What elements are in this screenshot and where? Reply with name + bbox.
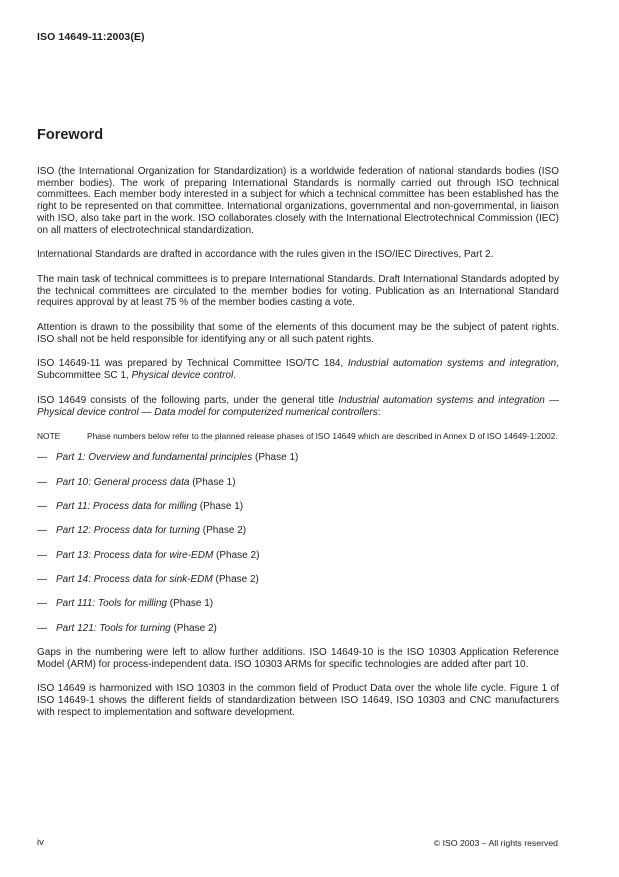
list-item-part-12: [37, 525, 559, 537]
italic-text-run: Part 111: Tools for milling: [56, 598, 167, 610]
text-run: , Subcommittee SC 1,: [37, 358, 559, 382]
list-item-text: [56, 598, 213, 609]
italic-text-run: Part 11: Process data for milling: [56, 501, 197, 513]
italic-text-run: Physical device control: [131, 370, 234, 382]
foreword-heading: Foreword: [37, 127, 104, 143]
list-dash: —: [37, 622, 47, 634]
list-dash: —: [37, 501, 47, 513]
italic-text-run: Part 10: General process data: [56, 476, 190, 488]
note-label: NOTE: [37, 431, 61, 442]
note-text: Phase numbers below refer to the planned release phases of ISO 14649 which are described in Annex D of ISO 14649-1:2002.: [87, 431, 558, 442]
paragraph-consists-of: [37, 395, 559, 418]
running-header-document-code: ISO 14649-11:2003(E): [37, 31, 145, 43]
text-run: .: [233, 370, 236, 382]
text-run: (Phase 1): [166, 598, 214, 610]
parts-list: [37, 452, 559, 634]
text-run: Gaps in the numbering were left to allow further additions. ISO 14649-10 is the ISO 10303 Application Reference Model (ARM) for process-independent data. ISO 10303 ARMs for specific technologies are added after part 10.: [37, 646, 559, 670]
paragraph-iso-federation: [37, 166, 559, 236]
list-item-part-11: [37, 501, 559, 513]
note-paragraph: [37, 431, 559, 441]
list-item-part-121: [37, 623, 559, 635]
list-item-text: [56, 623, 217, 634]
paragraph-prepared-by: [37, 358, 559, 381]
text-run: International Standards are drafted in accordance with the rules given in the ISO/IEC Directives, Part 2.: [37, 249, 494, 261]
paragraph-harmonized: [37, 683, 559, 718]
italic-text-run: Part 1: Overview and fundamental principles: [56, 452, 253, 464]
text-run: ISO 14649-11 was prepared by Technical Committee ISO/TC 184,: [37, 358, 348, 370]
list-item-text: [56, 550, 259, 561]
text-run: ISO (the International Organization for Standardization) is a worldwide federation of national standards bodies (ISO member bodies). The work of preparing International Standards is normally carried out through ISO technical committees. Each member body interested in a subject for which a technical committee has been established has the right to be represented on that committee. International organizations, governmental and non-governmental, in liaison with ISO, also take part in the work. ISO collaborates closely with the International Electrotechnical Commission (IEC) on all matters of electrotechnical standardization.: [37, 166, 559, 236]
list-dash: —: [37, 525, 47, 537]
italic-text-run: Industrial automation systems and integration — Physical device control — Data model for computerized numerical controllers: [37, 394, 560, 418]
text-run: Attention is drawn to the possibility that some of the elements of this document may be the subject of patent rights. ISO shall not be held responsible for identifying any or all such patent rights.: [37, 322, 559, 345]
list-item-text: [56, 525, 246, 536]
page-number: iv: [37, 837, 44, 848]
italic-text-run: Part 14: Process data for sink-EDM: [56, 573, 213, 585]
text-run: ISO 14649 consists of the following parts, under the general title: [37, 394, 339, 406]
list-item-text: [56, 501, 243, 512]
list-dash: —: [37, 476, 47, 488]
text-run: :: [377, 406, 381, 418]
text-run: (Phase 1): [189, 476, 236, 488]
paragraph-main-task: [37, 274, 559, 309]
foreword-section: [37, 127, 559, 731]
list-item-text: [56, 452, 298, 463]
paragraph-patent-rights: [37, 322, 559, 345]
list-dash: —: [37, 452, 47, 464]
list-dash: —: [37, 549, 47, 561]
list-item-part-111: [37, 598, 559, 610]
text-run: (Phase 1): [197, 501, 244, 513]
text-run: (Phase 2): [170, 622, 217, 634]
list-item-text: [56, 574, 259, 585]
list-dash: —: [37, 573, 47, 585]
paragraph-gaps-numbering: [37, 647, 559, 670]
italic-text-run: Industrial automation systems and integration: [347, 358, 557, 370]
text-run: (Phase 2): [212, 573, 259, 585]
italic-text-run: Part 12: Process data for turning: [56, 525, 200, 537]
italic-text-run: Part 13: Process data for wire-EDM: [56, 549, 214, 561]
text-run: The main task of technical committees is to prepare International Standards. Draft International Standards adopted by the technical committees are circulated to the member bodies for voting. Publication as an International Standard requires approval by at least 75 % of the member bodies casting a vote.: [37, 273, 559, 309]
text-run: (Phase 2): [213, 549, 260, 561]
text-run: (Phase 2): [199, 525, 247, 537]
list-item-part-10: [37, 477, 559, 489]
paragraph-directives: [37, 249, 559, 261]
text-run: (Phase 1): [252, 452, 299, 464]
list-item-text: [56, 477, 236, 488]
copyright-notice: © ISO 2003 – All rights reserved: [433, 838, 558, 848]
list-dash: —: [37, 598, 47, 610]
list-item-part-13: [37, 550, 559, 562]
text-run: ISO 14649 is harmonized with ISO 10303 in the common field of Product Data over the whole life cycle. Figure 1 of ISO 14649-1 shows the different fields of standardization between ISO 14649, ISO 10303 and CNC manufacturers with respect to implementation and software development.: [37, 683, 559, 718]
list-item-part-1: [37, 452, 559, 464]
list-item-part-14: [37, 574, 559, 586]
italic-text-run: Part 121: Tools for turning: [56, 622, 171, 634]
